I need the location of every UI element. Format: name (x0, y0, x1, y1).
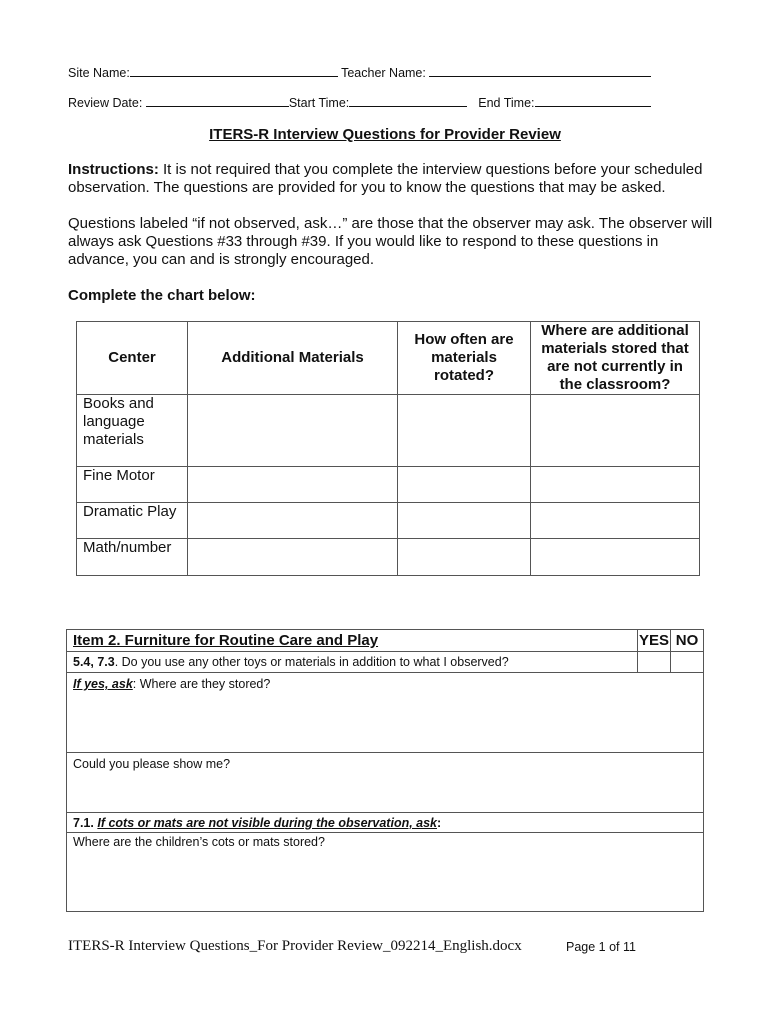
answer-row (67, 753, 704, 813)
no-checkbox-cell[interactable] (671, 652, 704, 673)
col-additional-materials: Additional Materials (188, 322, 398, 395)
end-time-field[interactable] (535, 93, 651, 107)
table-row (77, 539, 700, 576)
question-ref: 5.4, 7.3 (73, 655, 115, 669)
cell-input[interactable] (188, 395, 398, 467)
question-5-4 (67, 652, 638, 673)
col-center: Center (77, 322, 188, 395)
cell-input[interactable] (531, 467, 700, 503)
answer-show-me[interactable] (67, 753, 704, 813)
instructions-paragraph-2: Questions labeled “if not observed, ask…” are those that the observer may ask. The observer will always ask Questions #33 through #39. If you would like to respond to these questions in advance, you can and is strongly encouraged. (68, 215, 713, 268)
item2-title: Item 2. Furniture for Routine Care and Play (67, 630, 638, 652)
chart-heading: Complete the chart below: (68, 287, 256, 304)
cots-stored-text: Where are the children’s cots or mats stored? (73, 835, 325, 849)
row-label-books: Books and language materials (77, 395, 188, 467)
question-row (67, 652, 704, 673)
table-row (77, 503, 700, 539)
footer-page-number: Page 1 of 11 (566, 940, 636, 954)
start-time-field[interactable] (349, 93, 467, 107)
col-rotation: How often are materials rotated? (398, 322, 531, 395)
start-time-label: Start Time: (288, 96, 350, 110)
teacher-name-field[interactable] (429, 63, 651, 77)
question-7-1 (67, 813, 704, 833)
review-date-field[interactable] (146, 93, 289, 107)
no-column-label: NO (671, 630, 704, 652)
yes-column-label: YES (638, 630, 671, 652)
review-date-row (68, 93, 651, 110)
where-stored-text: : Where are they stored? (132, 677, 271, 691)
instructions-label: Instructions: (68, 161, 159, 178)
footer-document-name: ITERS-R Interview Questions_For Provider Review_092214_English.docx (68, 938, 522, 954)
answer-row (67, 673, 704, 753)
page-title: ITERS-R Interview Questions for Provider Review (209, 126, 561, 143)
item2-header-row (67, 630, 704, 652)
site-name-field[interactable] (130, 63, 338, 77)
review-date-label: Review Date: (68, 96, 143, 110)
cell-input[interactable] (398, 395, 531, 467)
teacher-name-label: Teacher Name: (341, 66, 426, 80)
instructions-paragraph (68, 161, 718, 197)
question-text: . Do you use any other toys or materials in addition to what I observed? (114, 655, 509, 669)
table-row (77, 395, 700, 467)
cell-input[interactable] (398, 503, 531, 539)
row-label-math: Math/number (77, 539, 188, 576)
cell-input[interactable] (188, 467, 398, 503)
chart-header-row (77, 322, 700, 395)
site-name-label: Site Name: (68, 66, 130, 80)
question-ref: 7.1. (73, 815, 94, 830)
cots-condition-label: If cots or mats are not visible during the observation, ask (97, 815, 438, 830)
cell-input[interactable] (531, 395, 700, 467)
col-storage: Where are additional materials stored that are not currently in the classroom? (531, 322, 700, 395)
cell-input[interactable] (398, 467, 531, 503)
answer-cots-stored[interactable] (67, 833, 704, 912)
answer-where-stored[interactable] (67, 673, 704, 753)
cell-input[interactable] (398, 539, 531, 576)
cell-input[interactable] (188, 539, 398, 576)
item2-table (66, 629, 704, 912)
colon: : (437, 815, 442, 830)
instructions-text: It is not required that you complete the interview questions before your scheduled observation. The questions are provided for you to know the questions that may be asked. (68, 161, 703, 196)
row-label-fine-motor: Fine Motor (77, 467, 188, 503)
table-row (77, 467, 700, 503)
yes-checkbox-cell[interactable] (638, 652, 671, 673)
show-me-text: Could you please show me? (73, 757, 231, 771)
if-yes-label: If yes, ask (73, 677, 133, 691)
question-row (67, 813, 704, 833)
cell-input[interactable] (531, 539, 700, 576)
row-label-dramatic-play: Dramatic Play (77, 503, 188, 539)
site-name-row (68, 63, 651, 80)
cell-input[interactable] (531, 503, 700, 539)
materials-chart (76, 321, 700, 576)
end-time-label: End Time: (478, 96, 535, 110)
answer-row (67, 833, 704, 912)
cell-input[interactable] (188, 503, 398, 539)
